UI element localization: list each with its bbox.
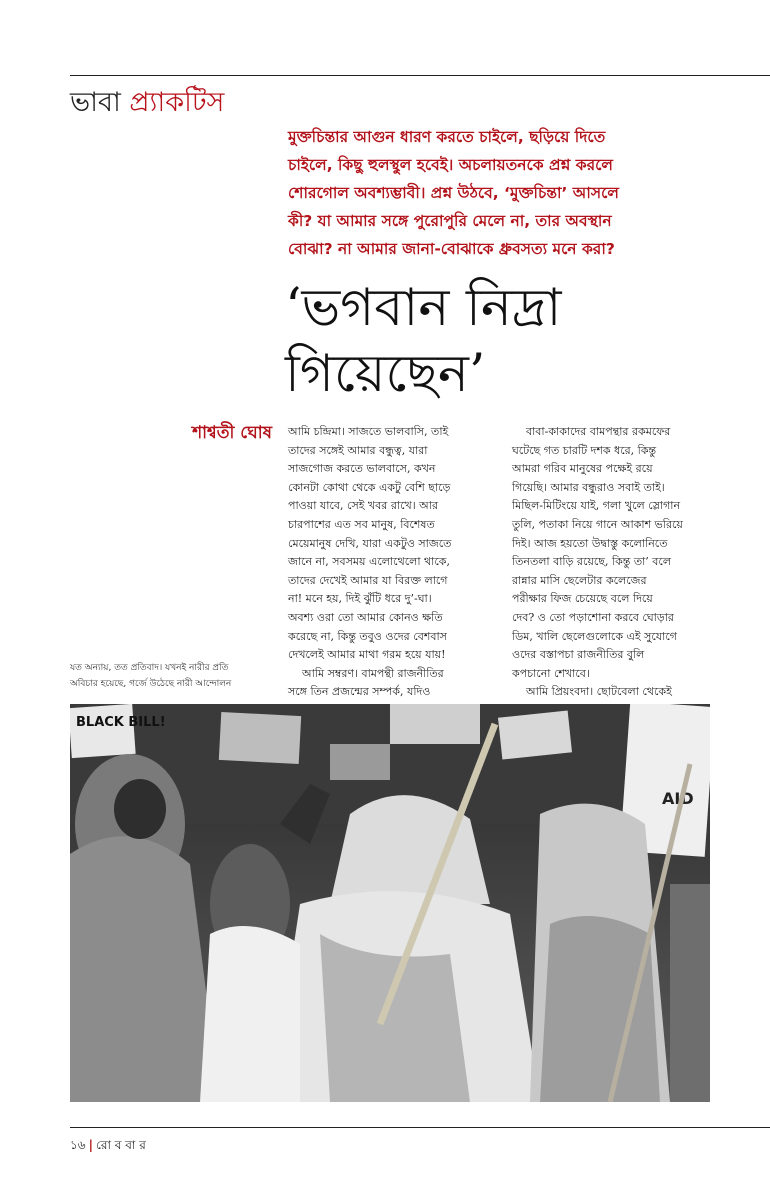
body-line: রান্নার মাসি ছেলেটার কলেজের <box>512 573 647 587</box>
section-label-part2: প্র্যাকটিস <box>129 87 225 118</box>
body-line: অবশ্য ওরা তো আমার কোনও ক্ষতি <box>288 610 443 624</box>
body-line: মেয়েমানুষ দেখি, যারা একটুও সাজতে <box>288 536 452 550</box>
body-line: চারপাশের এত সব মানুষ, বিশেষত <box>288 517 435 531</box>
body-line: ওদের বস্তাপচা রাজনীতির বুলি <box>512 648 645 662</box>
deck-line: মুক্তচিন্তার আগুন ধারণ করতে চাইলে, ছড়িয়ে দিতে <box>288 128 606 146</box>
body-line: কপচানো শেখাবে। <box>512 666 590 680</box>
body-line: কোনটা কোথা থেকে একটু বেশি ছাড়ে <box>288 480 451 494</box>
body-line: আমরা গরিব মানুষের পক্ষেই রয়ে <box>512 462 653 476</box>
section-label-part1: ভাবা <box>70 87 130 118</box>
body-line: বাবা-কাকাদের বামপন্থার রকমফের <box>512 425 671 438</box>
body-line: জানে না, সবসময় এলোথেলো থাকে, <box>288 555 450 569</box>
body-line: সঙ্গে তিন প্রজন্মের সম্পর্ক, যদিও <box>288 685 431 699</box>
deck-line: শোরগোল অবশ্যম্ভাবী। প্রশ্ন উঠবে, ‘মুক্তচিন্তা’ আসলে <box>288 184 619 202</box>
folio <box>70 1137 146 1157</box>
body-line: তাদের সঙ্গেই আমার বন্ধুত্ব, যারা <box>288 443 428 457</box>
page-number: ১৬ <box>70 1138 86 1152</box>
bottom-rule <box>70 1127 770 1128</box>
body-line: দিই। আজ হয়তো উদ্বাস্তু কলোনিতে <box>512 536 668 550</box>
body-line: ডিম, খালি ছেলেগুলোকে এই সুযোগে <box>512 629 677 643</box>
section-label <box>70 85 224 121</box>
top-rule <box>70 75 770 76</box>
deck-line: কী? যা আমার সঙ্গে পুরোপুরি মেলে না, তার অবস্থান <box>288 212 612 230</box>
body-line: আমি সম্বরণ। বামপন্থী রাজনীতির <box>288 666 444 680</box>
body-line: তুলি, পতাকা নিয়ে গানে আকাশ ভরিয়ে <box>512 517 683 531</box>
body-line: পাওয়া যাবে, সেই খবর রাখে। আর <box>288 499 439 513</box>
body-line: করেছে না, কিন্তু তবুও ওদের বেশবাস <box>288 629 447 643</box>
body-line: আমি প্রিয়ংবদা। ছোটবেলা থেকেই <box>512 685 672 699</box>
placard-text-left: BLACK BILL! <box>76 715 166 730</box>
deck <box>288 123 718 263</box>
deck-line: বোঝা? না আমার জানা-বোঝাকে ধ্রুবসত্য মনে করা? <box>288 240 615 258</box>
body-line: না! মনে হয়, দিই ঝুঁটি ধরে দু’-ঘা। <box>288 592 432 606</box>
body-line: দেব? ও তো পড়াশোনা করবে ঘোড়ার <box>512 610 674 624</box>
body-line: তিনতলা বাড়ি রয়েছে, কিন্তু তা’ বলে <box>512 555 672 569</box>
body-line: আমি চন্দ্রিমা। সাজতে ভালবাসি, তাই <box>288 425 449 438</box>
protest-photo-illustration <box>70 704 710 1102</box>
body-line: পরীক্ষার ফিজ চেয়েছে বলে দিয়ে <box>512 592 653 606</box>
body-column-2 <box>512 423 724 702</box>
body-line: মিছিল-মিটিংয়ে যাই, গলা খুলে স্লোগান <box>512 499 681 513</box>
caption-line: যত অন্যায়, তত প্রতিবাদ। যখনই নারীর প্রতি <box>70 663 229 673</box>
deck-line: চাইলে, কিছু হুলস্থুল হবেই। অচলায়তনকে প্রশ্ন করলে <box>288 156 613 174</box>
placard-text-right: AID <box>662 789 694 808</box>
body-line: দেখলেই আমার মাথা গরম হয়ে যায়! <box>288 648 446 662</box>
magazine-name: রো ব বা র <box>95 1138 146 1152</box>
body-line: সাজগোজ করতে ভালবাসে, কখন <box>288 462 436 476</box>
body-line: ঘটেছে গত চারটি দশক ধরে, কিন্তু <box>512 443 657 457</box>
caption-line: অবিচার হয়েছে, গর্জে উঠেছে নারী আন্দোলন <box>70 679 232 689</box>
photo-caption <box>70 660 275 692</box>
body-line: তাদের দেখেই আমার যা বিরক্ত লাগে <box>288 573 448 587</box>
body-column-1 <box>288 423 500 702</box>
headline-line2: গিয়েছেন’ <box>285 344 486 404</box>
headline <box>285 275 562 407</box>
protest-photo <box>70 704 710 1102</box>
folio-separator: | <box>88 1138 93 1152</box>
body-line: গিয়েছি। আমার বন্ধুরাও সবাই তাই। <box>512 480 665 494</box>
headline-line1: ‘ভগবান নিদ্রা <box>285 278 562 338</box>
byline: শাশ্বতী ঘোষ <box>192 423 272 443</box>
